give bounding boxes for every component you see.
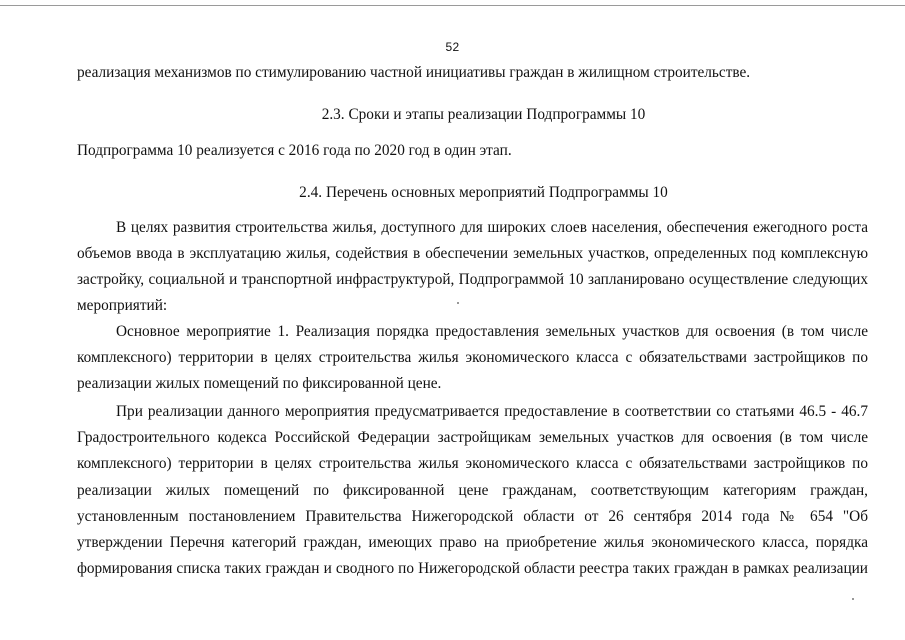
paragraph-3-line: При реализации данного мероприятия предусматривается предоставление в соответствии со статьями 46.5 - 46.7: [116, 403, 868, 420]
paragraph-2-line: реализации жилых помещений по фиксированной цене.: [77, 375, 442, 392]
section-2-4-heading: 2.4. Перечень основных мероприятий Подпрограммы 10: [299, 184, 668, 201]
scan-speck: [852, 598, 854, 600]
paragraph-1-line: В целях развития строительства жилья, доступного для широких слоев населения, обеспечения ежегодного роста: [116, 219, 868, 236]
paragraph-3-line: формирования списка таких граждан и сводного по Нижегородской области реестра таких граждан в рамках реализации: [77, 560, 868, 577]
paragraph-3-line: реализации жилых помещений по фиксированной цене гражданам, соответствующим категориям граждан,: [77, 482, 868, 499]
top-rule: [0, 5, 905, 6]
section-2-3-heading: 2.3. Сроки и этапы реализации Подпрограммы 10: [321, 106, 646, 123]
section-2-3-text: Подпрограмма 10 реализуется с 2016 года по 2020 год в один этап.: [77, 142, 512, 159]
paragraph-3-line: Градостроительного кодекса Российской Федерации застройщикам земельных участков для освоения (в том числе: [77, 429, 868, 446]
paragraph-2-line: Основное мероприятие 1. Реализация порядка предоставления земельных участков для освоения (в том числе: [116, 323, 868, 340]
intro-line: реализация механизмов по стимулированию частной инициативы граждан в жилищном строительстве.: [77, 64, 751, 81]
paragraph-3-line: комплексного) территории в целях строительства жилья экономического класса с обязательствами застройщиков по: [77, 455, 868, 472]
paragraph-3-line: утверждении Перечня категорий граждан, имеющих право на приобретение жилья экономического класса, порядка: [77, 534, 868, 551]
paragraph-2-line: комплексного) территории в целях строительства жилья экономического класса с обязательствами застройщиков по: [77, 349, 868, 366]
paragraph-1-line: объемов ввода в эксплуатацию жилья, содействия в обеспечении земельных участков, определенных под комплексную: [77, 245, 868, 262]
scan-speck: [457, 302, 459, 304]
paragraph-3-line: установленным постановлением Правительства Нижегородской области от 26 сентября 2014 года № 654 "Об: [77, 508, 868, 525]
paragraph-1-line: мероприятий:: [77, 297, 168, 314]
page-number: 52: [445, 40, 460, 54]
paragraph-1-line: застройку, социальной и транспортной инфраструктурой, Подпрограммой 10 запланировано осуществление следующих: [77, 271, 868, 288]
